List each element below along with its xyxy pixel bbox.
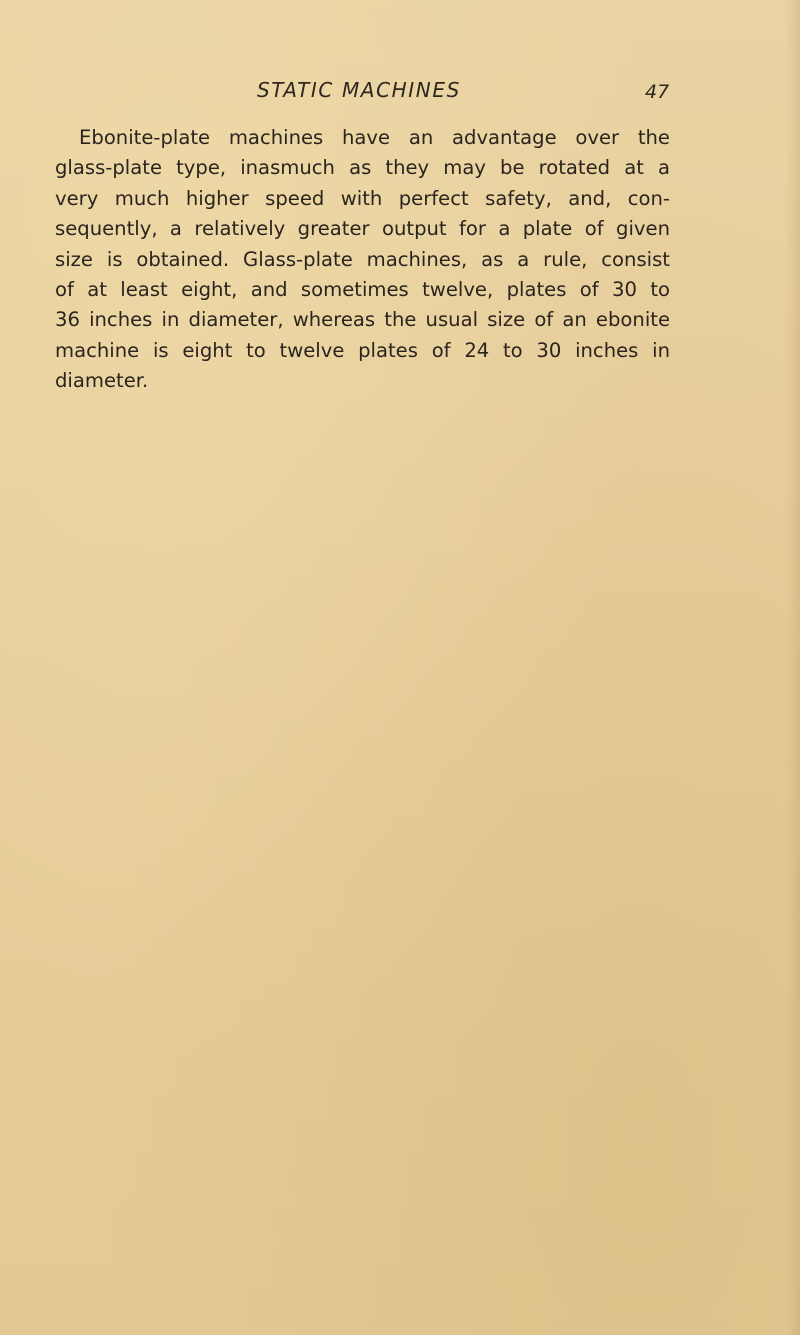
- paragraph-line: machine is eight to twelve plates of 24 to 30 inches in: [55, 338, 670, 362]
- paragraph-line: of at least eight, and sometimes twelve, plates of 30 to: [55, 278, 670, 302]
- page-number: 47: [645, 81, 670, 103]
- paragraph-line: very much higher speed with perfect safety, and, con-: [55, 186, 670, 210]
- paragraph-line: 36 inches in diameter, whereas the usual size of an ebonite: [55, 308, 670, 332]
- running-title: STATIC MACHINES: [257, 78, 461, 102]
- paragraph-line: glass-plate type, inasmuch as they may be rotated at a: [55, 156, 670, 180]
- body-paragraph: [55, 123, 670, 397]
- running-head: [0, 78, 800, 108]
- page-edge-shadow: [786, 0, 800, 1335]
- paragraph-line: diameter.: [55, 369, 149, 393]
- paragraph-line: sequently, a relatively greater output for a plate of given: [55, 217, 670, 241]
- paragraph-line: Ebonite-plate machines have an advantage over the: [79, 126, 670, 149]
- paragraph-line: size is obtained. Glass-plate machines, as a rule, consist: [55, 247, 670, 271]
